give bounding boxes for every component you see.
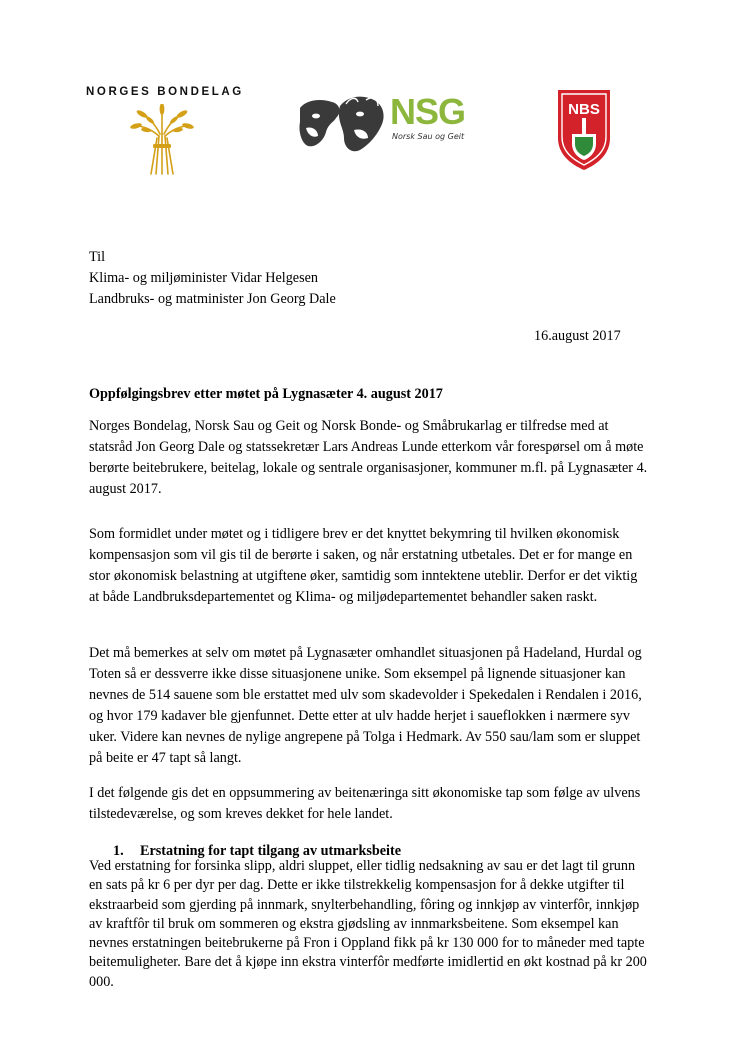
sheep-goat-icon (296, 92, 388, 156)
norges-bondelag-logo-text: NORGES BONDELAG (86, 86, 244, 98)
address-to: Til (89, 249, 106, 265)
norges-bondelag-logo (86, 86, 244, 178)
nsg-logo-letters: NSG (390, 91, 466, 132)
address-line-2: Landbruks- og matminister Jon Georg Dale (89, 291, 336, 307)
address-line-1: Klima- og miljøminister Vidar Helgesen (89, 270, 318, 286)
shield-spade-icon (556, 88, 612, 172)
section-1-title: Erstatning for tapt tilgang av utmarksbeite (140, 843, 402, 859)
paragraph-2: Som formidlet under møtet og i tidligere brev er det knyttet bekymring til hvilken økonomisk kompensasjon som vil gis til de berørte i saken, og når erstatning utbetales. Det er for mange en stor økonomisk belastning at utgiftene øker, samtidig som inntektene uteblir. Derfor er det viktig at både Landbruksdepartementet og Klima- og miljødepartementet behandler saken raskt. (89, 526, 638, 605)
nsg-logo-subtitle: Norsk Sau og Geit (392, 132, 465, 141)
nsg-logo (296, 90, 486, 160)
wheat-sheaf-icon (126, 104, 198, 176)
paragraph-3: Det må bemerkes at selv om møtet på Lygnasæter omhandlet situasjonen på Hadeland, Hurdal og Toten så er dessverre ikke disse situasjonene unike. Som eksempel på lignende situasjoner kan nevnes de 514 sauene som ble erstattet med ulv som skadevolder i Spekedalen i Rendalen i 2016, og hvor 179 kadaver ble gjenfunnet. Dette etter at ulv hadde herjet i saueflokken i nærmere syv uker. Videre kan nevnes de nylige angrepene på Tolga i Hedmark. Av 550 sau/lam som er sluppet på beite er 47 tapt så langt. (89, 645, 642, 766)
section-1-number: 1. (113, 843, 124, 859)
paragraph-1: Norges Bondelag, Norsk Sau og Geit og Norsk Bonde- og Småbrukarlag er tilfredse med at statsråd Jon Georg Dale og statssekretær Lars Andreas Lunde etterkom vår forespørsel om å møte berørte beitebrukere, beitelag, lokale og sentrale organisasjoner, kommuner m.fl. på Lygnasæter 4. august 2017. (89, 418, 648, 497)
recipient-address (89, 247, 336, 310)
nbs-logo (556, 88, 612, 172)
letter-date: 16.august 2017 (534, 328, 621, 344)
section-1-body: Ved erstatning for forsinka slipp, aldri sluppet, eller tidlig nedsakning av sau er det lagt til grunn en sats på kr 6 per dyr per dag. Dette er ikke tilstrekkelig kompensasjon for å dekke utgifter til ekstraarbeid som gjerding på innmark, snylterbehandling, fôring og innkjøp av vinterfôr, innkjøp av kraftfôr til bruk om sommeren og ekstra gjødsling av innmarksbeitene. Som eksempel kan nevnes erstatningen beitebrukerne på Fron i Oppland fikk på kr 130 000 for to måneder med tapte beitemuligheter. Bare det å kjøpe inn ekstra vinterfôr medførte imidlertid en økt kostnad på kr 200 000. (89, 858, 647, 990)
nbs-logo-text: NBS (568, 101, 600, 118)
letter-heading: Oppfølgingsbrev etter møtet på Lygnasæter 4. august 2017 (89, 386, 443, 402)
paragraph-4: I det følgende gis det en oppsummering av beitenæringa sitt økonomiske tap som følge av ulvens tilstedeværelse, og som kreves dekket for hele landet. (89, 785, 641, 822)
